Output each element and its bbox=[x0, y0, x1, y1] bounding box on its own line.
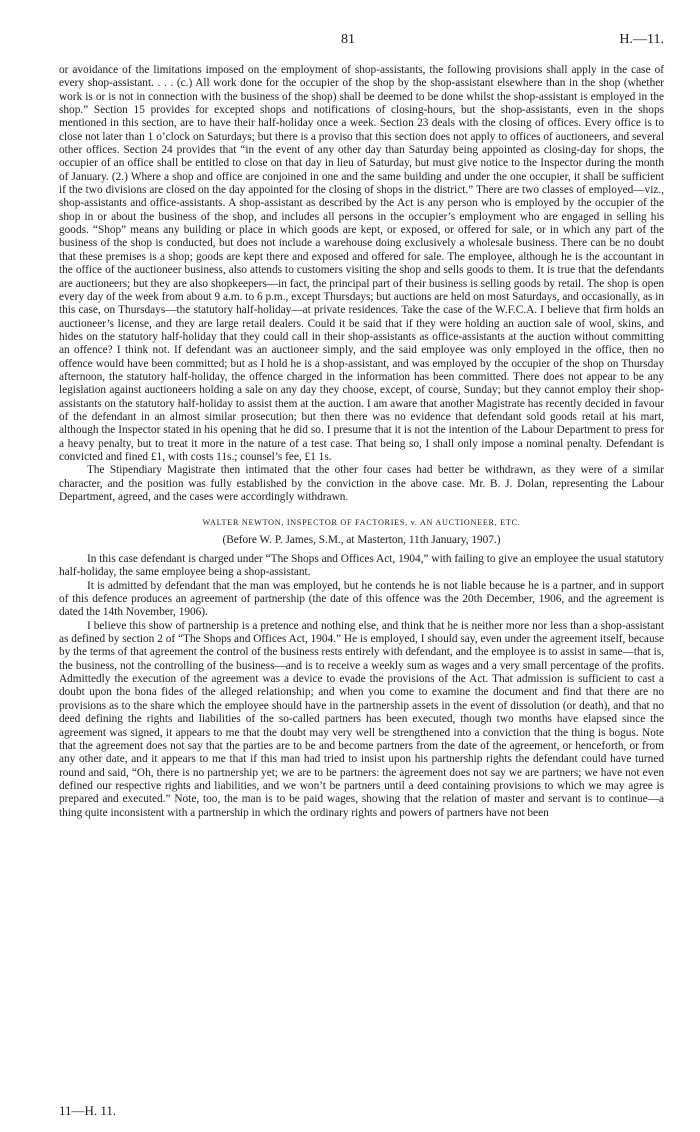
page-signature-mark: 11—H. 11. bbox=[59, 1103, 117, 1118]
page-number: 81 bbox=[341, 32, 355, 47]
document-reference: H.—11. bbox=[619, 32, 664, 47]
case-subheading: (Before W. P. James, S.M., at Masterton, 11th January, 1907.) bbox=[222, 533, 501, 546]
document-body bbox=[59, 64, 664, 820]
paragraph-withdrawal: The Stipendiary Magistrate then intimated that the other four cases had better be withdrawn, as they were of a similar character, and the position was fully established by the conviction in the above case. Mr. B. J. Dolan, representing the Labour Department, agreed, and the cases were accordingly withdrawn. bbox=[59, 464, 664, 503]
page-header bbox=[59, 32, 664, 54]
document-page bbox=[59, 32, 664, 820]
case-paragraph: It is admitted by defendant that the man was employed, but he contends he is not liable because he is a partner, and in support of this defence produces an agreement of partnership (the date of this offence was the 20th December, 1906, and the agreement is dated the 14th November, 1906). bbox=[59, 579, 664, 619]
case-paragraph: In this case defendant is charged under “The Shops and Offices Act, 1904,” with failing to give an employee the usual statutory half-holiday, the same employee being a shop-assistant. bbox=[59, 553, 664, 579]
case-paragraph: I believe this show of partnership is a pretence and nothing else, and think that he is neither more nor less than a shop-assistant as defined by section 2 of “The Shops and Offices Act, 1904.” He is employed, I should say, even under the agreement itself, because by the terms of that agreement the control of the business rests entirely with defendant, and the employee is to assist in same—that is, the business, not the controlling of the business—and is to receive a weekly sum as wages and a very small percentage of the profits. Admittedly the execution of the agreement was a device to evade the provisions of the Act. That admission is sufficient to cast a doubt upon the bona fides of the alleged relationship; and when you come to examine the document and find that there are no provisions as to the share which the employee should have in the partnership assets in the event of dissolution (or death), and that no deed defining the rights and liabilities of the so-called partners has been executed, though two months have elapsed since the agreement was signed, it appears to me that the doubt may very well be strengthened into a conviction that the thing is bogus. Note that the agreement does not say that the parties are to be and become partners from the date of the agreement, or henceforth, or from any other date, and it appears to me that if this man had tried to insist upon his partnership rights the defendant could have turned round and said, “Oh, there is no partnership yet; we are to be partners: the agreement does not say we are partners; we have not even defined our respective rights and liabilities, and we won’t be partners until a deed containing provisions to which we may agree is prepared and executed.” Note, too, the man is to be paid wages, showing that the relation of master and servant is to continue—a thing quite inconsistent with a partnership in which the ordinary rights and powers of partners have not been bbox=[59, 619, 664, 819]
case-heading: WALTER NEWTON, INSPECTOR OF FACTORIES, v. AN AUCTIONEER, ETC. bbox=[202, 518, 521, 528]
paragraph-continuation: or avoidance of the limitations imposed on the employment of shop-assistants, the following provisions shall apply in the case of every shop-assistant. . . . (c.) All work done for the occupier of the shop by the shop-assistant elsewhere than in the shop (whether work is or is not in connection with the business of the shop) shall be deemed to be done whilst the shop-assistant is employed in the shop.” Section 15 provides for excepted shops and notifications of closing-hours, but the shop-assistants, even in the shops mentioned in this section, are to have their half-holiday once a week. Section 23 deals with the closing of offices. Every office is to close not later than 1 o’clock on Saturdays; but there is a proviso that this section does not apply to offices of auctioneers, and several other offices. Section 24 provides that “in the event of any other day than Saturday being appointed as closing-day for shops, the occupier of an office shall be entitled to close on that day in lieu of Saturday, but must give notice to the Inspector during the month of January. (2.) Where a shop and office are conjoined in one and the same building and under the one occupier, it shall be sufficient if the two divisions are closed on the day appointed for the closing of shops in the district.” There are two classes of employed—viz., shop-assistants and office-assistants. A shop-assistant as described by the Act is any person who is employed by the occupier of the shop in or about the business of the shop, and includes all persons in the occupier’s employment who are engaged in selling his goods. “Shop” means any building or place in which goods are kept, or exposed, or offered for sale, or in which any part of the business of the shop is conducted, but does not include a warehouse doing exclusively a wholesale business. There can be no doubt that these premises is a shop; goods are kept there and exposed and offered for sale. The employee, although he is the accountant in the office of the auctioneer business, also attends to customers visiting the shop and sells goods to them. It is true that the defendants are auctioneers; but they are also shopkeepers—in fact, the principal part of their business is selling goods by retail. The shop is open every day of the week from about 9 a.m. to 6 p.m., except Thursdays; but auctions are held on most Saturdays, and occasionally, as in this case, on Thursdays—the statutory half-holiday—at private residences. Take the case of the W.F.C.A. I believe that firm holds an auctioneer’s license, and they are large retail dealers. Could it be said that if they were holding an auction sale of wool, skins, and hides on the statutory half-holiday that they could call in their shop-assistants as office-assistants at the auction without committing an offence? I think not. If defendant was an auctioneer simply, and the said employee was only employed in the office, then no offence would have been committed; but as I hold he is a shop-assistant, and was employed by the occupier of the shop on Thursday afternoon, the statutory half-holiday, the offence charged in the information has been committed. There does not appear to be any legislation against auctioneers holding a sale on any day they choose, except, of course, Sunday; but they cannot employ their shop-assistants on the statutory half-holiday to assist them at the auction. I am aware that another Magistrate has recently decided in favour of the defendant in an almost similar prosecution; but then there was no evidence that defendant sold goods retail at his mart, although the Inspector stated in his opening that he did so. I presume that it is not the intention of the Labour Department to press for a heavy penalty, but to treat it more in the nature of a test case. That being so, I shall only impose a nominal penalty. Defendant is convicted and fined £1, with costs 11s.; counsel’s fee, £1 1s. bbox=[59, 64, 664, 463]
